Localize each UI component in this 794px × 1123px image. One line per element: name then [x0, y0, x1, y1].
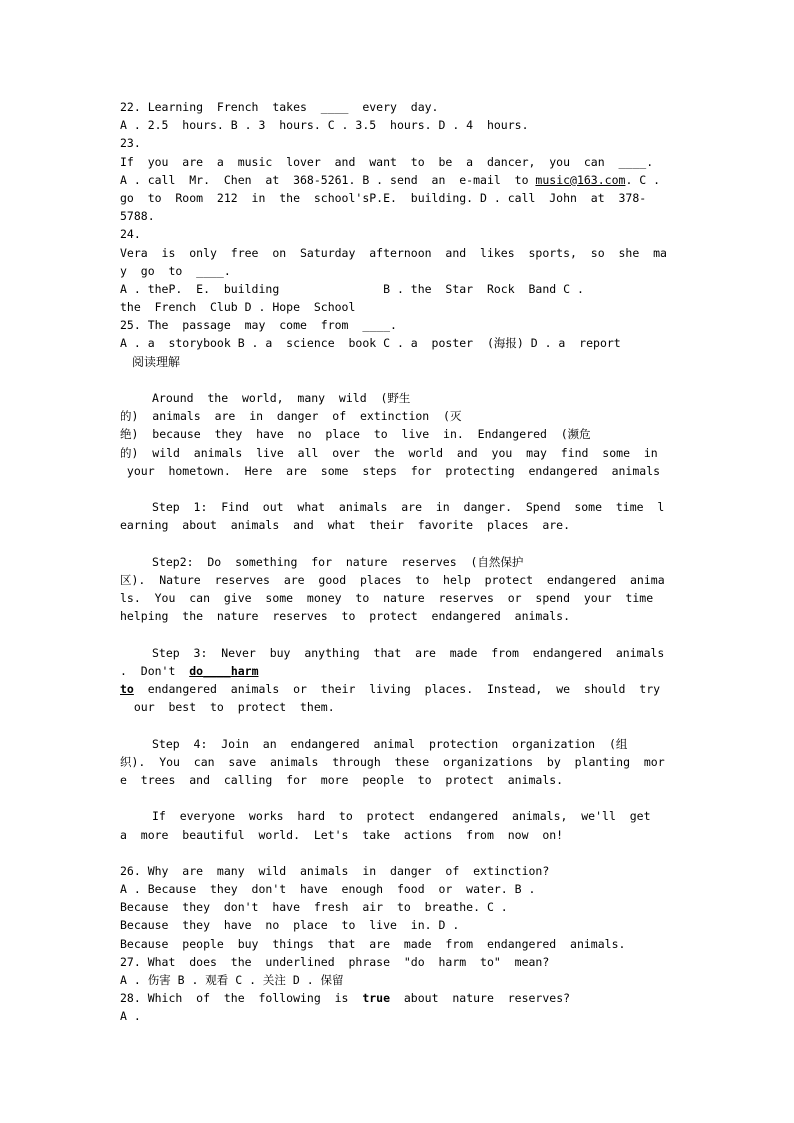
q27-question: 27. What does the underlined phrase "do harm to" mean?	[120, 954, 550, 969]
q28-question	[120, 989, 676, 1007]
step3-line1: Step 3: Never buy anything that are made from endangered animals	[152, 645, 665, 660]
document-page	[120, 98, 676, 1026]
q23-number: 23.	[120, 136, 141, 151]
q26-question: 26. Why are many wild animals in danger of extinction?	[120, 863, 550, 878]
step4-line3: e trees and calling for more people to protect animals.	[120, 772, 564, 787]
q28-option-a: A .	[120, 1009, 141, 1024]
ending-line2: a more beautiful world. Let's take actions from now on!	[120, 827, 564, 842]
step2-line4: helping the nature reserves to protect endangered animals.	[120, 609, 571, 624]
step3-line3	[120, 680, 676, 698]
step1-line1: Step 1: Find out what animals are in danger. Spend some time l	[152, 500, 665, 515]
q24-options-line2: the French Club D . Hope School	[120, 300, 356, 315]
passage-p1-line1: Around the world, many wild (野生	[152, 391, 411, 405]
q23-question: If you are a music lover and want to be a dancer, you can ____.	[120, 154, 654, 169]
ending-line1: If everyone works hard to protect endangered animals, we'll get	[152, 809, 651, 824]
q26-option-d: Because people buy things that are made from endangered animals.	[120, 936, 626, 951]
q28-text-b: about nature reserves?	[390, 991, 571, 1006]
q22-question: 22. Learning French takes ____ every day.	[120, 100, 439, 114]
step3-text-a: . Don't	[120, 663, 190, 678]
underlined-harm: harm	[230, 663, 259, 678]
step3-line2	[120, 662, 676, 680]
passage-p1-line4: 的) wild animals live all over the world and you may find some in	[120, 445, 658, 460]
step4-line2: 织). You can save animals through these organizations by planting mor	[120, 754, 665, 769]
step2-line2: 区). Nature reserves are good places to help protect endangered anima	[120, 572, 665, 587]
passage-p1-line3: 绝) because they have no place to live in. Endangered (濒危	[120, 427, 591, 442]
q23-options-line1	[120, 171, 676, 189]
underlined-to: to	[120, 682, 134, 696]
q23-option-a: A . call Mr. Chen at 368-5261. B . send an e-mail to	[120, 172, 536, 187]
step2-line3: ls. You can give some money to nature reserves or spend your time	[120, 591, 654, 606]
q24-question-line2: y go to ____.	[120, 263, 231, 278]
q26-option-b: Because they don't have fresh air to breathe. C .	[120, 900, 508, 915]
q27-options: A . 伤害 B . 观看 C . 关注 D . 保留	[120, 973, 344, 987]
q24-number: 24.	[120, 227, 141, 242]
q25-question: 25. The passage may come from ____.	[120, 318, 397, 333]
q23-option-c-label: . C .	[625, 172, 661, 187]
underlined-do: do	[189, 663, 204, 678]
step3-text-b: endangered animals or their living places. Instead, we should try	[133, 682, 661, 696]
q24-options-line1: A . theP. E. building B . the Star Rock Band C .	[120, 281, 584, 296]
step2-line1: Step2: Do something for nature reserves (自然保护	[152, 554, 524, 569]
q23-options-line3: 5788.	[120, 209, 155, 224]
q26-option-c: Because they have no place to live in. D .	[120, 918, 460, 933]
step1-line2: earning about animals and what their favorite places are.	[120, 518, 571, 533]
underlined-blank: ____	[203, 663, 231, 678]
q22-options: A . 2.5 hours. B . 3 hours. C . 3.5 hours. D . 4 hours.	[120, 118, 529, 133]
q28-true-bold: true	[362, 991, 391, 1006]
email-link[interactable]: music@163.com	[535, 172, 626, 187]
q25-options: A . a storybook B . a science book C . a poster (海报) D . a report	[120, 336, 621, 351]
step4-line1: Step 4: Join an endangered animal protection organization (组	[152, 736, 628, 751]
q26-option-a: A . Because they don't have enough food or water. B .	[120, 882, 536, 897]
q24-question-line1: Vera is only free on Saturday afternoon and likes sports, so she ma	[120, 245, 667, 260]
passage-p1-line2: 的) animals are in danger of extinction (灭	[120, 409, 462, 424]
step3-line4: our best to protect them.	[120, 700, 335, 715]
passage-p1-line5: your hometown. Here are some steps for protecting endangered animals	[120, 463, 661, 478]
q23-options-line2: go to Room 212 in the school'sP.E. building. D . call John at 378-	[120, 190, 647, 205]
section-heading: 阅读理解	[132, 354, 181, 369]
q28-text-a: 28. Which of the following is	[120, 991, 363, 1006]
